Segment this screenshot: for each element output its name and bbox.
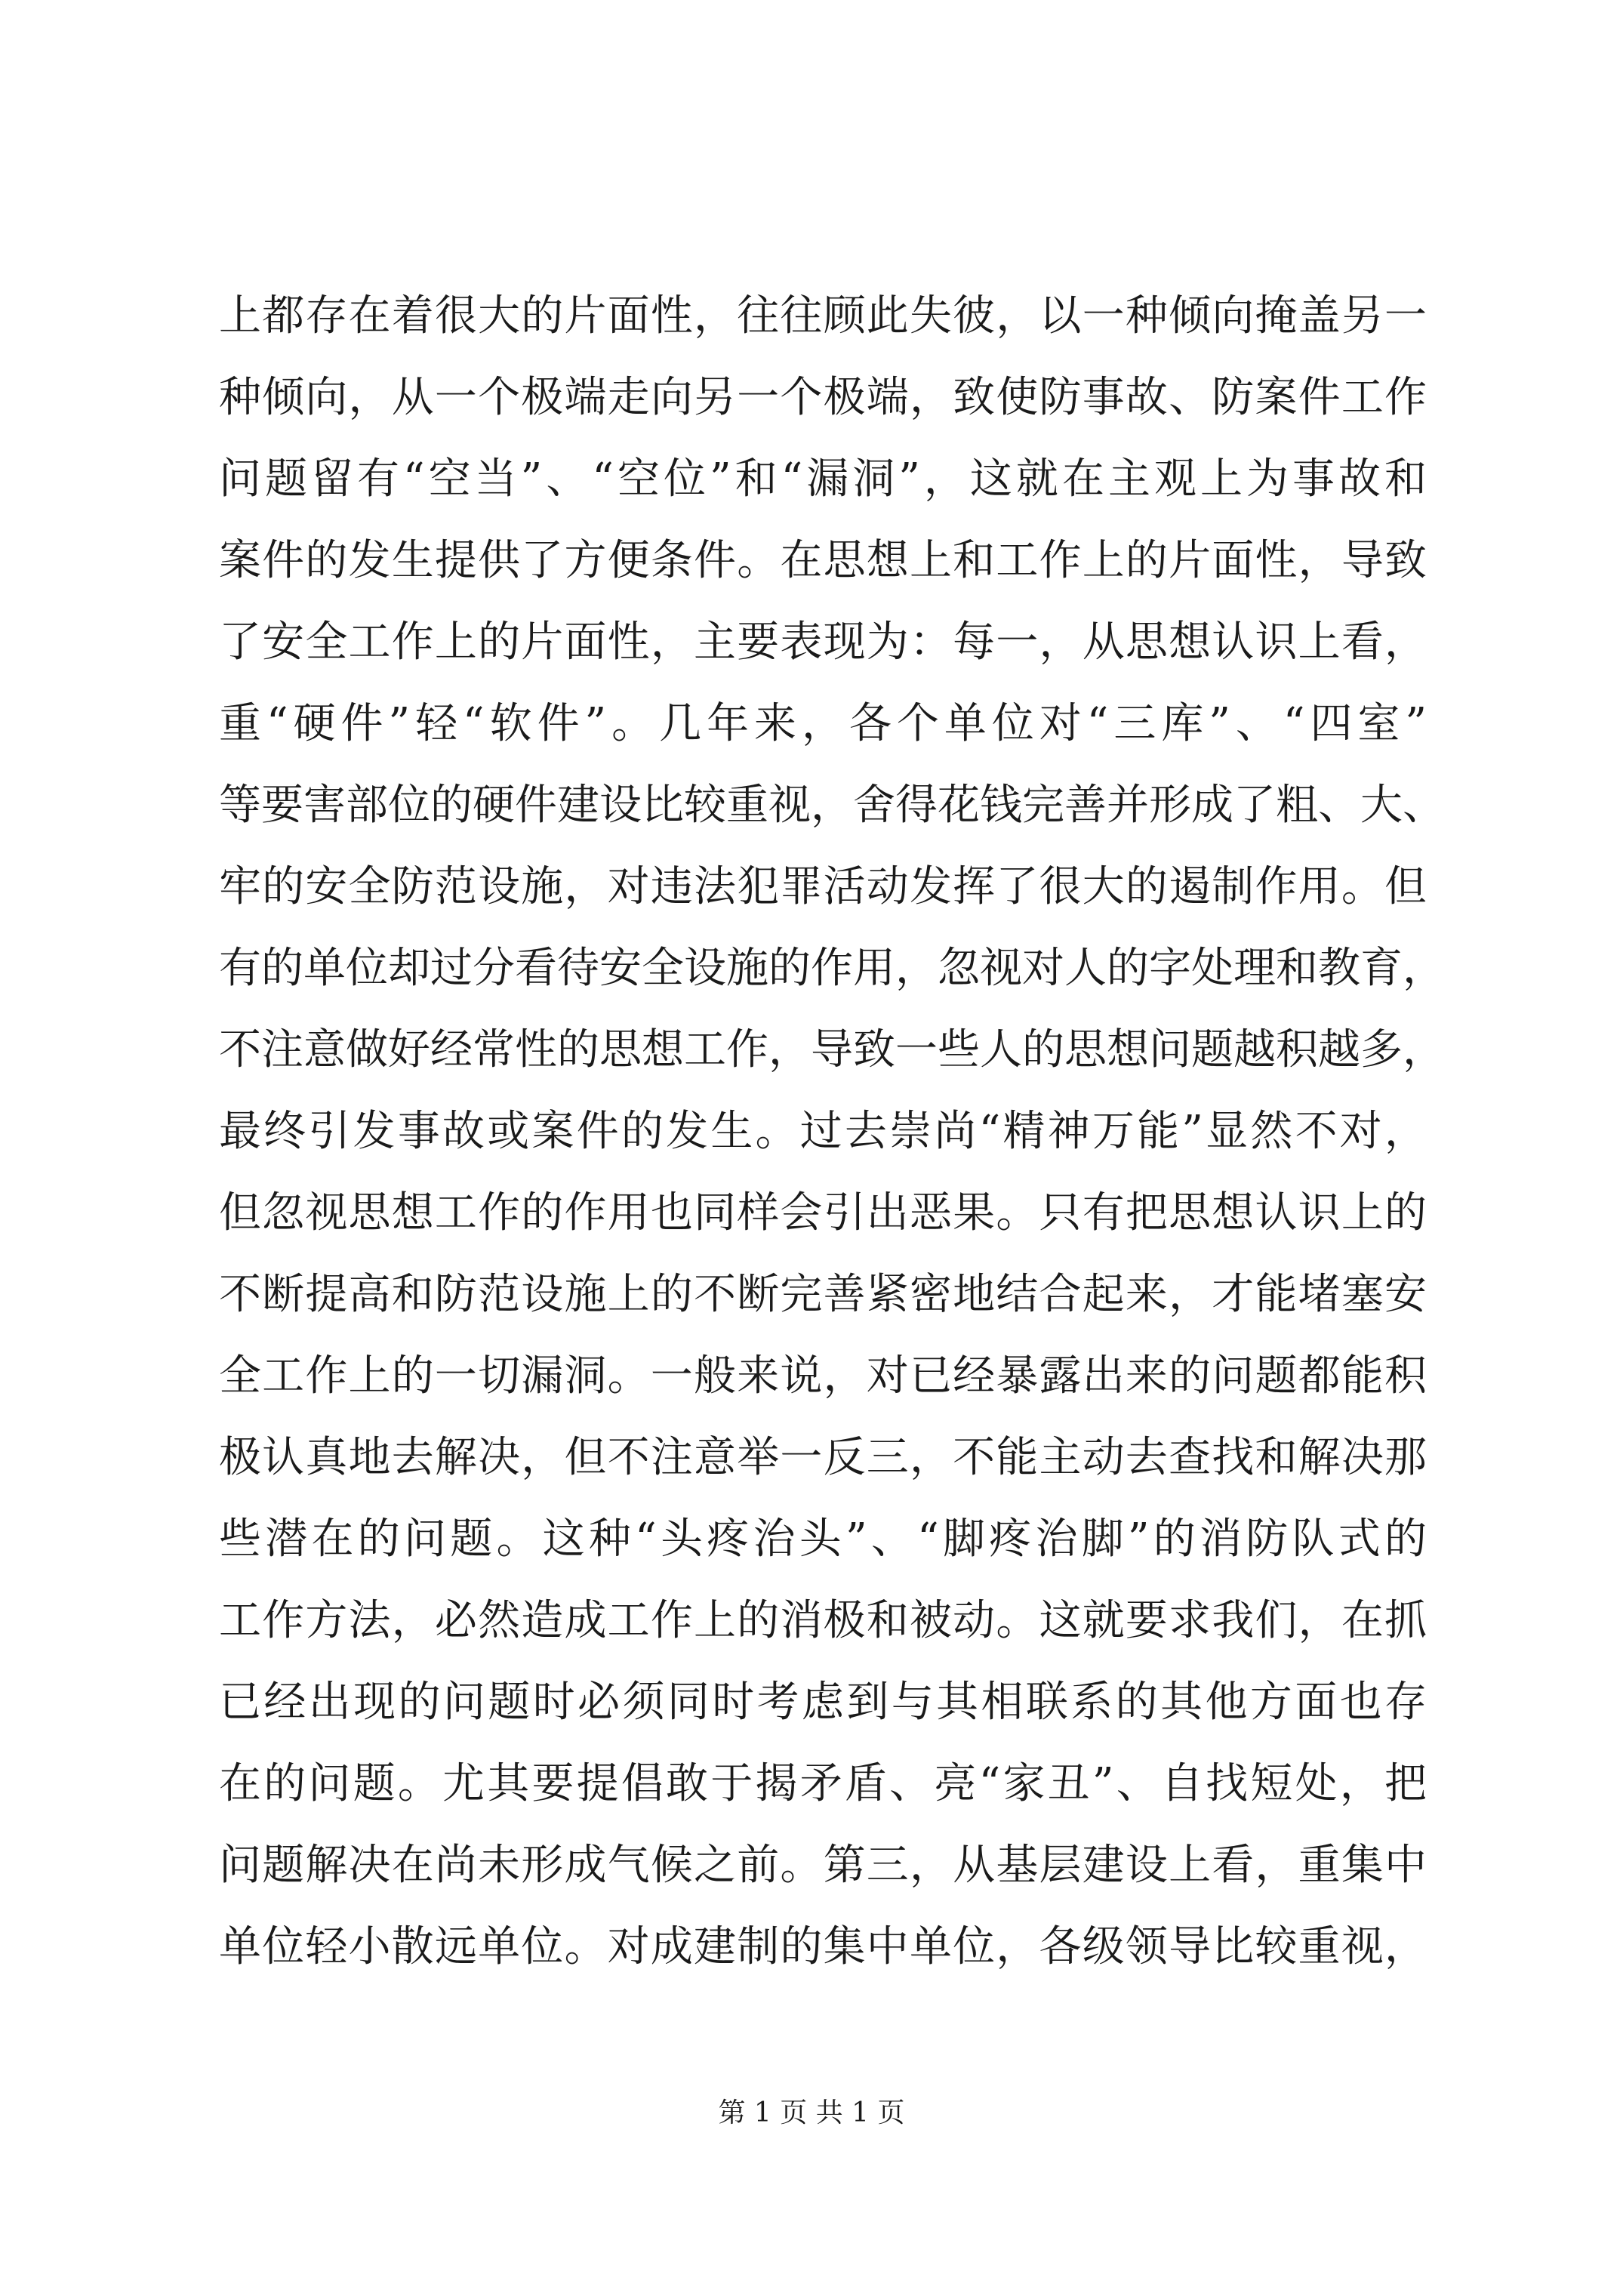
text-line: 些潜在的问题。这种“头疼治头”、“脚疼治脚”的消防队式的 xyxy=(219,1515,1427,1564)
text-line: 工作方法，必然造成工作上的消极和被动。这就要求我们，在抓 xyxy=(219,1596,1427,1645)
text-line: 等要害部位的硬件建设比较重视，舍得花钱完善并形成了粗、大、 xyxy=(219,781,1445,830)
text-line: 有的单位却过分看待安全设施的作用，忽视对人的字处理和教育， xyxy=(219,944,1445,993)
text-line: 了安全工作上的片面性，主要表现为：每一，从思想认识上看， xyxy=(219,618,1427,667)
text-line: 极认真地去解决，但不注意举一反三，不能主动去查找和解决那 xyxy=(219,1433,1427,1482)
text-line: 但忽视思想工作的作用也同样会引出恶果。只有把思想认识上的 xyxy=(219,1188,1427,1237)
page-number-label: 第 1 页 共 1 页 xyxy=(718,2097,905,2128)
text-line: 种倾向，从一个极端走向另一个极端，致使防事故、防案件工作 xyxy=(219,373,1427,422)
text-line: 最终引发事故或案件的发生。过去崇尚“精神万能”显然不对， xyxy=(219,1107,1427,1156)
text-line: 重“硬件”轻“软件”。几年来，各个单位对“三库”、“四室” xyxy=(219,699,1427,748)
text-line: 问题解决在尚未形成气候之前。第三，从基层建设上看，重集中 xyxy=(219,1841,1427,1890)
text-line: 已经出现的问题时必须同时考虑到与其相联系的其他方面也存 xyxy=(219,1678,1427,1727)
body-text xyxy=(219,276,1445,1988)
text-line: 上都存在着很大的片面性，往往顾此失彼，以一种倾向掩盖另一 xyxy=(219,291,1427,341)
page-footer xyxy=(0,2091,1623,2130)
text-line: 问题留有“空当”、“空位”和“漏洞”，这就在主观上为事故和 xyxy=(219,455,1427,504)
text-line: 全工作上的一切漏洞。一般来说，对已经暴露出来的问题都能积 xyxy=(219,1351,1427,1401)
text-line: 牢的安全防范设施，对违法犯罪活动发挥了很大的遏制作用。但 xyxy=(219,862,1427,911)
text-line: 不断提高和防范设施上的不断完善紧密地结合起来，才能堵塞安 xyxy=(219,1270,1427,1319)
text-line: 案件的发生提供了方便条件。在思想上和工作上的片面性，导致 xyxy=(219,536,1427,585)
text-line: 不注意做好经常性的思想工作，导致一些人的思想问题越积越多， xyxy=(219,1025,1445,1074)
text-line: 在的问题。尤其要提倡敢于揭矛盾、亮“家丑”、自找短处，把 xyxy=(219,1759,1427,1808)
text-line: 单位轻小散远单位。对成建制的集中单位，各级领导比较重视， xyxy=(219,1922,1427,1971)
